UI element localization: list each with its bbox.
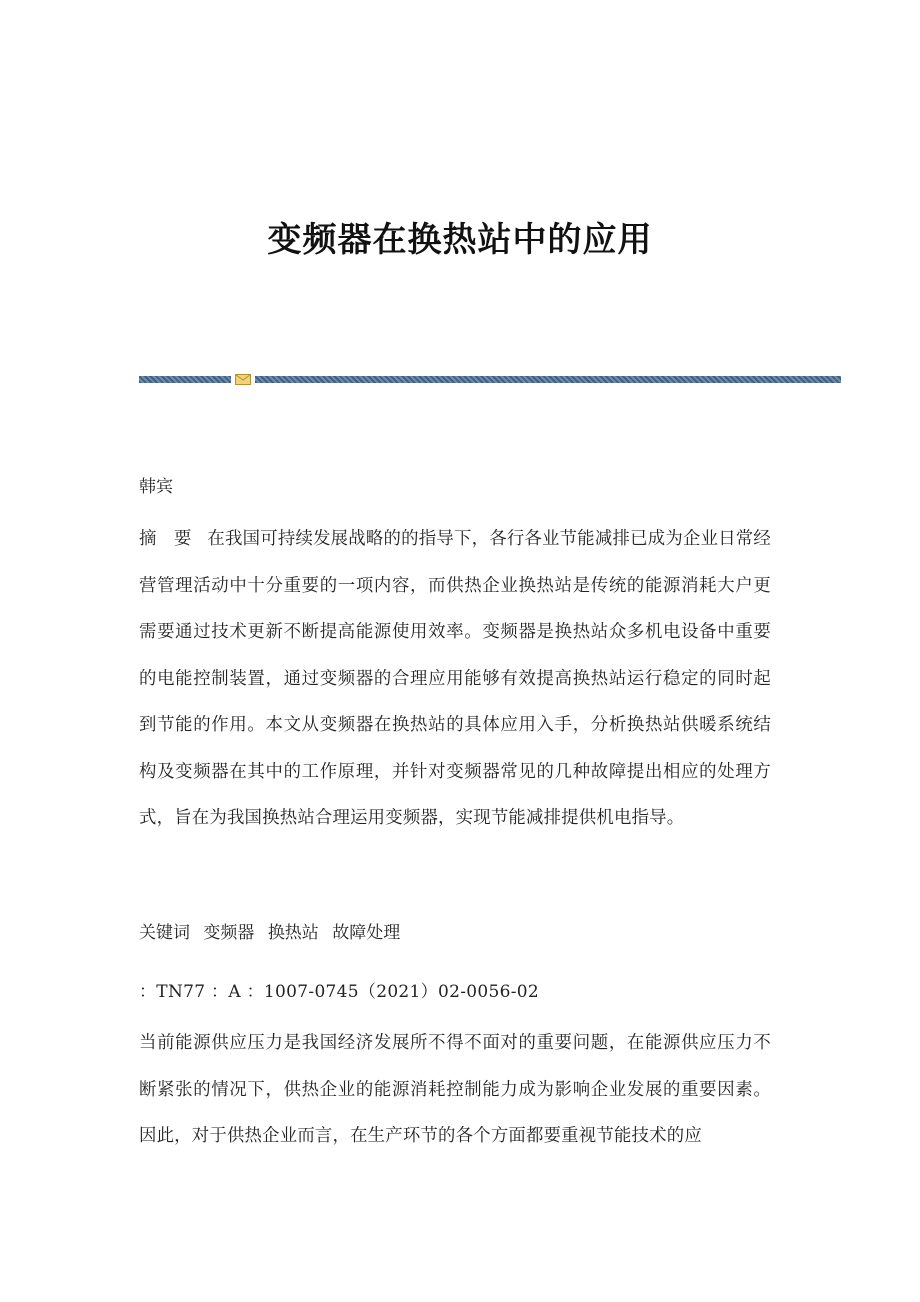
abstract-paragraph: [139, 516, 771, 842]
keywords-line: [139, 918, 408, 943]
author-name: 韩宾: [139, 477, 173, 497]
divider-bar-right: [255, 376, 841, 383]
abstract-label: 摘 要: [139, 529, 198, 549]
keyword-item: 变频器: [203, 923, 255, 943]
body-paragraph: 当前能源供应压力是我国经济发展所不得不面对的重要问题，在能源供应压力不断紧张的情况下，供热企业的能源消耗控制能力成为影响企业发展的重要因素。因此，对于供热企业而言，在生产环节的各个方面都要重视节能技术的应: [139, 1033, 771, 1146]
classification-line: ：TN77 ：A ：1007-0745（2021）02-0056-02: [139, 982, 539, 1002]
abstract-text: 在我国可持续发展战略的的指导下，各行各业节能减排已成为企业日常经营管理活动中十分重要的一项内容，而供热企业换热站是传统的能源消耗大户更需要通过技术更新不断提高能源使用效率。变频器是换热站众多机电设备中重要的电能控制装置，通过变频器的合理应用能够有效提高换热站运行稳定的同时起到节能的作用。本文从变频器在换热站的具体应用入手，分析换热站供暖系统结构及变频器在其中的工作原理，并针对变频器常见的几种故障提出相应的处理方式，旨在为我国换热站合理运用变频器，实现节能减排提供机电指导。: [139, 529, 772, 828]
title-divider: [139, 374, 841, 384]
keywords-label: 关键词: [139, 923, 190, 943]
divider-bar-left: [139, 376, 231, 383]
envelope-icon: [235, 374, 251, 385]
document-title: 变频器在换热站中的应用: [267, 220, 653, 260]
keyword-item: 换热站: [267, 923, 319, 943]
keyword-item: 故障处理: [332, 923, 401, 943]
